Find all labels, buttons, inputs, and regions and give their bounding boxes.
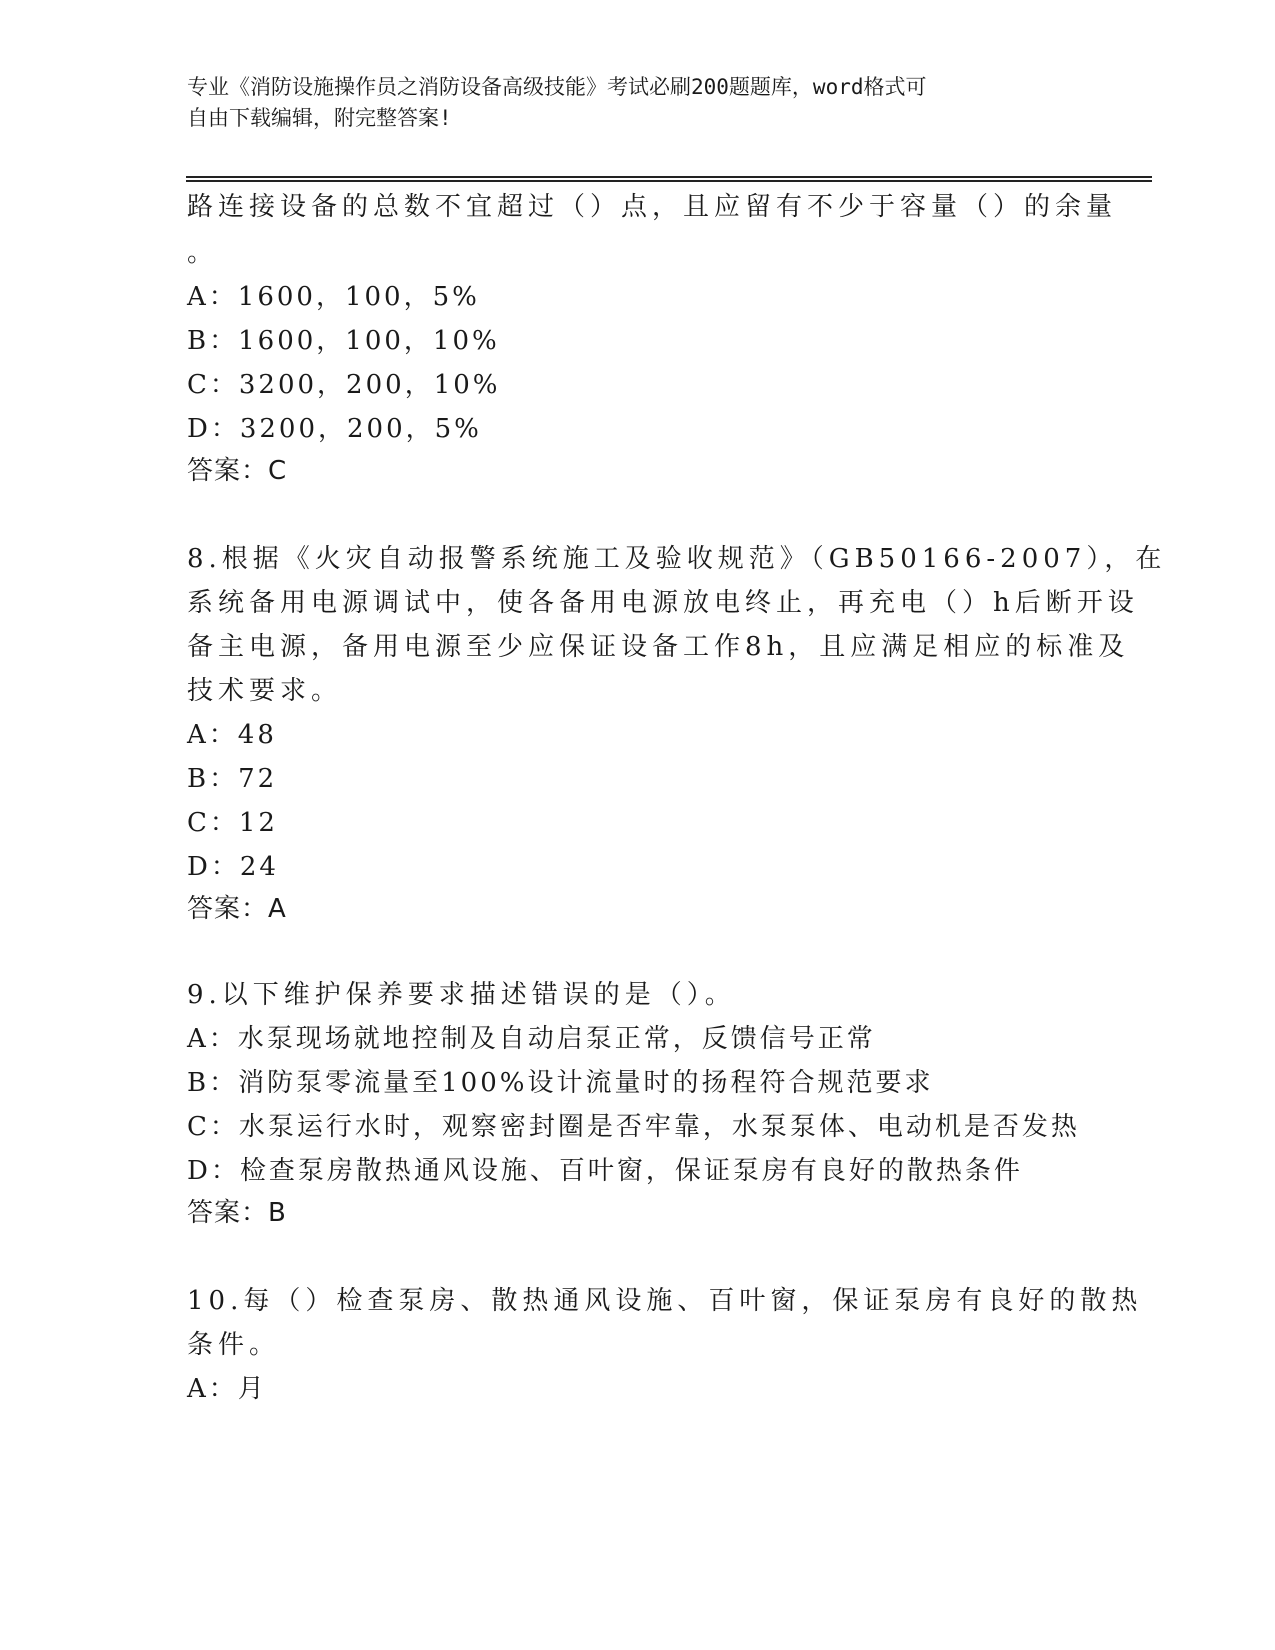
question-text-line: 备主电源，备用电源至少应保证设备工作8h，且应满足相应的标准及 — [187, 632, 1130, 662]
header-line-2: 自由下载编辑，附完整答案! — [187, 106, 452, 130]
option-d: D：检查泵房散热通风设施、百叶窗，保证泵房有良好的散热条件 — [187, 1156, 1023, 1186]
question-text-line: 系统备用电源调试中，使各备用电源放电终止，再充电（）h后断开设 — [187, 588, 1139, 618]
question-text-line: 路连接设备的总数不宜超过（）点，且应留有不少于容量（）的余量 — [187, 192, 1118, 222]
question-text-line: 9.以下维护保养要求描述错误的是（）。 — [187, 980, 736, 1010]
answer: 答案：B — [187, 1198, 287, 1228]
option-a: A：水泵现场就地控制及自动启泵正常，反馈信号正常 — [187, 1024, 876, 1054]
option-b: B：1600，100，10% — [187, 326, 500, 356]
option-c: C：水泵运行水时，观察密封圈是否牢靠，水泵泵体、电动机是否发热 — [187, 1112, 1080, 1142]
option-b: B：72 — [187, 764, 278, 794]
option-c: C：3200，200，10% — [187, 370, 501, 400]
document-header — [187, 72, 1087, 134]
option-d: D：3200，200，5% — [187, 414, 482, 444]
option-b: B：消防泵零流量至100%设计流量时的扬程符合规范要求 — [187, 1068, 934, 1098]
question-text-line: 技术要求。 — [187, 676, 343, 706]
header-divider — [186, 176, 1152, 182]
option-a: A：1600，100，5% — [187, 282, 480, 312]
answer: 答案：C — [187, 456, 288, 486]
option-a: A：48 — [187, 720, 277, 750]
question-text-line: 。 — [187, 238, 219, 268]
answer: 答案：A — [187, 894, 287, 924]
header-line-1: 专业《消防设施操作员之消防设备高级技能》考试必刷200题题库，word格式可 — [187, 75, 927, 99]
question-text-line: 8.根据《火灾自动报警系统施工及验收规范》（GB50166-2007），在 — [187, 544, 1167, 574]
question-text-line: 条件。 — [187, 1330, 281, 1360]
question-text-line: 10.每（）检查泵房、散热通风设施、百叶窗，保证泵房有良好的散热 — [187, 1286, 1143, 1316]
option-a: A：月 — [187, 1374, 267, 1404]
option-c: C：12 — [187, 808, 278, 838]
option-d: D：24 — [187, 852, 279, 882]
